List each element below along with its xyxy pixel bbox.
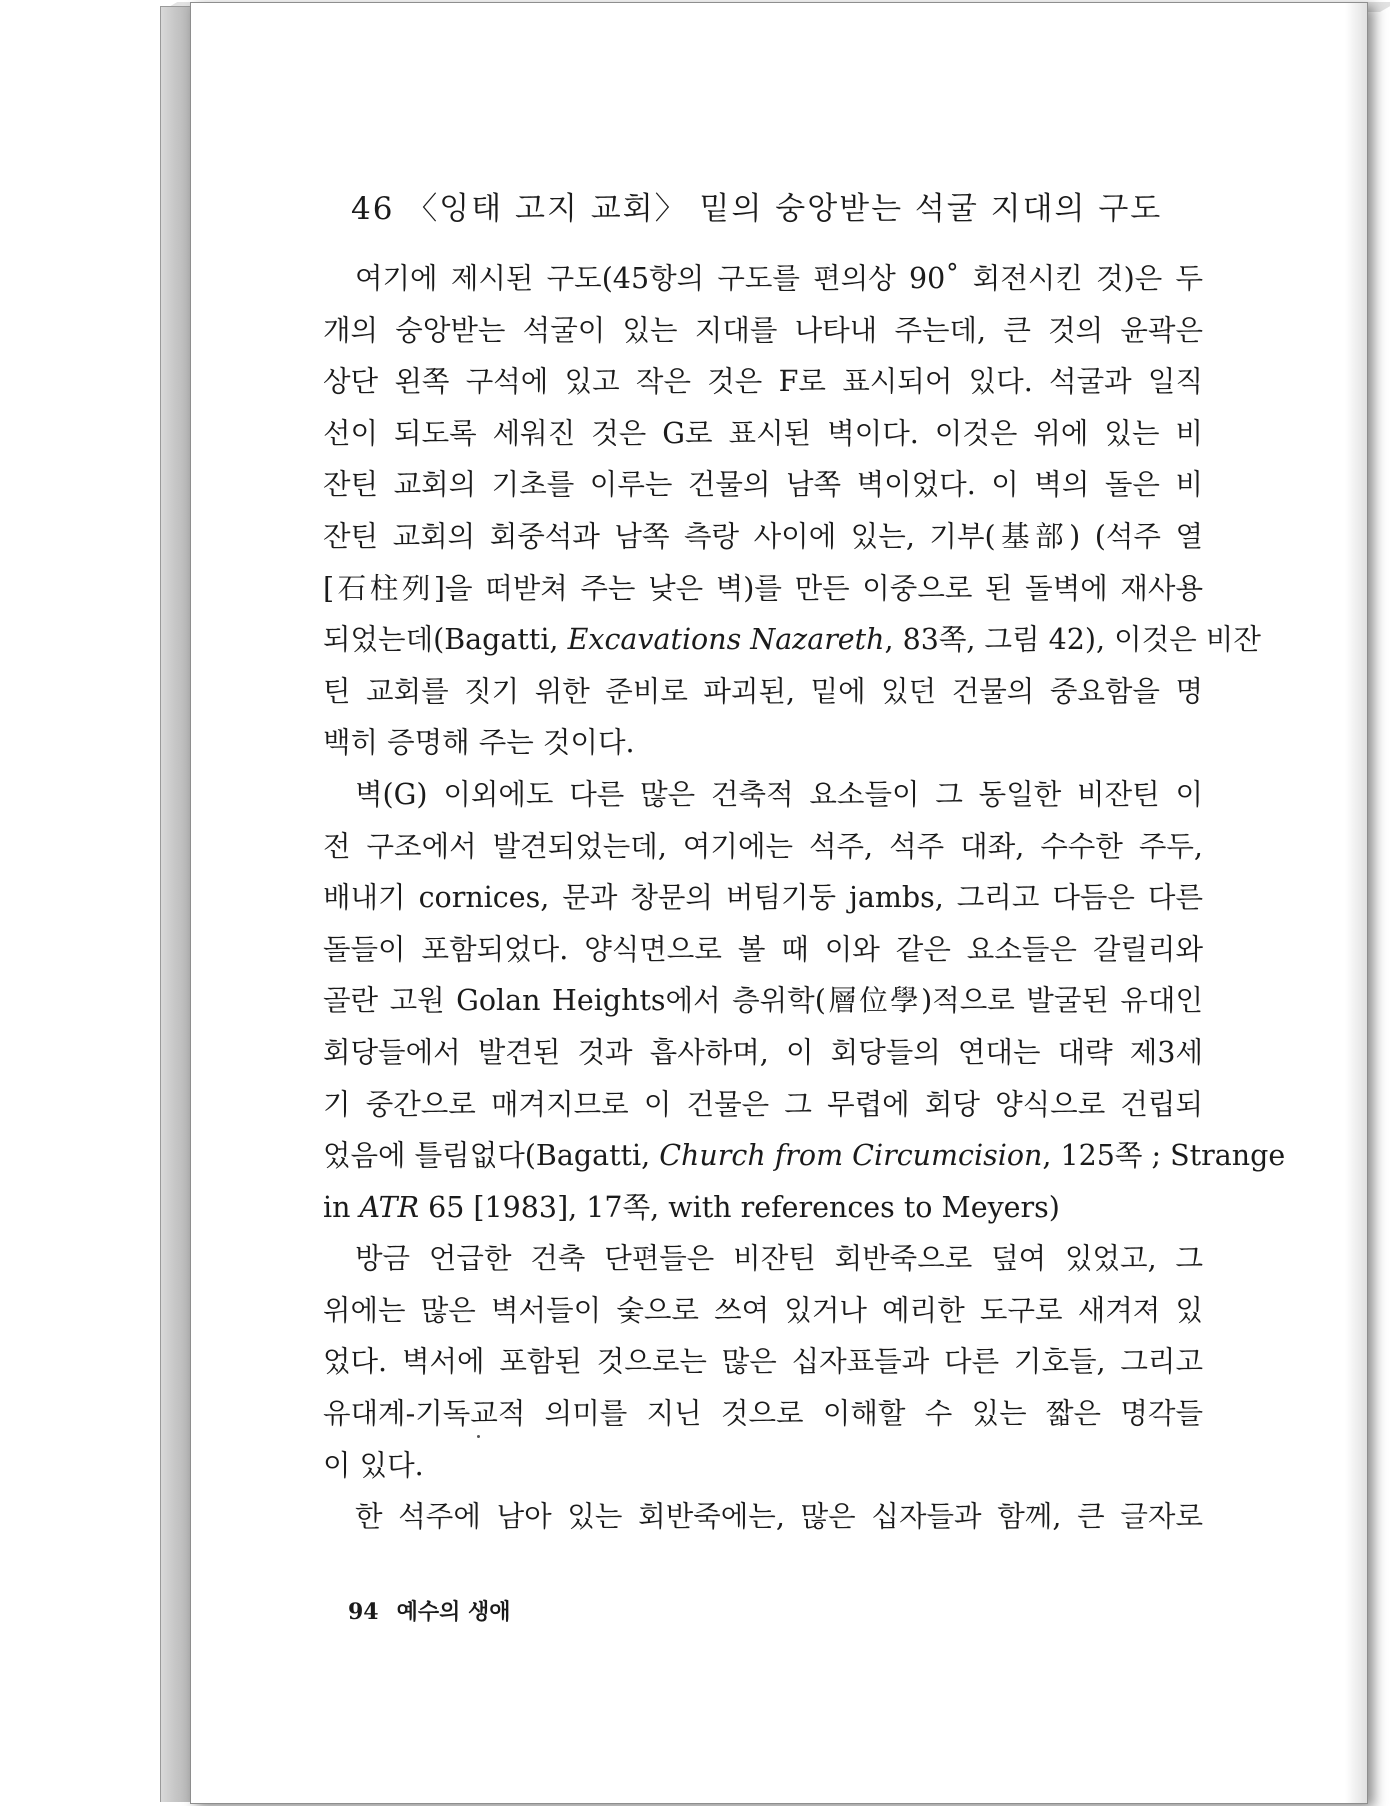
text-run: 되었는데(Bagatti, [323, 623, 568, 657]
body-text [323, 253, 1286, 1543]
text-line: 었다. 벽서에 포함된 것으로는 많은 십자표들과 다른 기호들, 그리고 [323, 1345, 1203, 1379]
text-run: , 125쪽 ; Strange [1042, 1139, 1286, 1173]
text-line: 이 있다. [323, 1448, 424, 1482]
text-line: 여기에 제시된 구도(45항의 구도를 편의상 90˚ 회전시킨 것)은 두 [355, 262, 1203, 295]
page-number: 94 [348, 1599, 379, 1625]
text-line: 배내기 cornices, 문과 창문의 버팀기둥 jambs, 그리고 다듬은 다른 [323, 881, 1203, 915]
text-line: 틴 교회를 짓기 위한 준비로 파괴된, 밑에 있던 건물의 중요함을 명 [323, 674, 1203, 708]
text-line: 위에는 많은 벽서들이 숯으로 쓰여 있거나 예리한 도구로 새겨져 있 [323, 1293, 1203, 1327]
text-line: 선이 되도록 세워진 것은 G로 표시된 벽이다. 이것은 위에 있는 비 [323, 416, 1203, 450]
text-line: 유대계-기독교적 의미를 지닌 것으로 이해할 수 있는 짧은 명각들 [323, 1397, 1203, 1431]
print-speck [477, 1435, 480, 1438]
text-line: 상단 왼쪽 구석에 있고 작은 것은 F로 표시되어 있다. 석굴과 일직 [323, 365, 1203, 399]
book-page [190, 2, 1368, 1804]
text-line: 골란 고원 Golan Heights에서 층위학(層位學)적으로 발굴된 유대인 [323, 984, 1203, 1018]
text-line: 잔틴 교회의 기초를 이루는 건물의 남쪽 벽이었다. 이 벽의 돌은 비 [323, 468, 1203, 502]
text-run: , 83쪽, 그림 42), 이것은 비잔 [884, 623, 1261, 657]
text-line: 개의 숭앙받는 석굴이 있는 지대를 나타내 주는데, 큰 것의 윤곽은 [323, 313, 1203, 347]
section-heading: 46 〈잉태 고지 교회〉 밑의 숭앙받는 석굴 지대의 구도 [351, 191, 1163, 227]
text-run: 65 [1983], 17쪽, with references to Meyers) [419, 1190, 1060, 1224]
page-gutter-shadow [1345, 3, 1367, 1803]
text-line: 기 중간으로 매겨지므로 이 건물은 그 무렵에 회당 양식으로 건립되 [323, 1087, 1203, 1121]
text-run: in [323, 1190, 360, 1224]
page-footer [348, 1595, 511, 1626]
book-spine [160, 6, 190, 1802]
paragraph-4 [323, 1491, 1203, 1543]
running-title: 예수의 생애 [396, 1599, 511, 1625]
text-run: 었음에 틀림없다(Bagatti, [323, 1139, 660, 1173]
paragraph-1 [323, 253, 1261, 769]
text-line: 돌들이 포함되었다. 양식면으로 볼 때 이와 같은 요소들은 갈릴리와 [323, 932, 1203, 966]
text-line: 전 구조에서 발견되었는데, 여기에는 석주, 석주 대좌, 수수한 주두, [323, 829, 1203, 863]
paragraph-3 [323, 1233, 1203, 1491]
paragraph-2 [323, 769, 1286, 1233]
text-line-with-citation [323, 614, 1261, 666]
book-title-italic: Excavations Nazareth [567, 623, 885, 657]
text-line-with-citation [323, 1130, 1286, 1182]
journal-title-italic: ATR [359, 1190, 420, 1224]
text-line: 한 석주에 남아 있는 회반죽에는, 많은 십자들과 함께, 큰 글자로 [355, 1500, 1203, 1534]
text-line-with-citation [323, 1182, 1203, 1234]
text-line: 방금 언급한 건축 단편들은 비잔틴 회반죽으로 덮여 있었고, 그 [355, 1242, 1203, 1276]
text-line: 잔틴 교회의 회중석과 남쪽 측랑 사이에 있는, 기부(基部) (석주 열 [323, 519, 1203, 553]
text-line: 백히 증명해 주는 것이다. [323, 726, 635, 760]
text-line: 벽(G) 이외에도 다른 많은 건축적 요소들이 그 동일한 비잔틴 이 [355, 777, 1203, 811]
book-title-italic: Church from Circumcision [659, 1139, 1043, 1173]
text-line: 회당들에서 발견된 것과 흡사하며, 이 회당들의 연대는 대략 제3세 [323, 1035, 1203, 1069]
text-line: [石柱列]을 떠받쳐 주는 낮은 벽)를 만든 이중으로 된 돌벽에 재사용 [323, 571, 1203, 605]
